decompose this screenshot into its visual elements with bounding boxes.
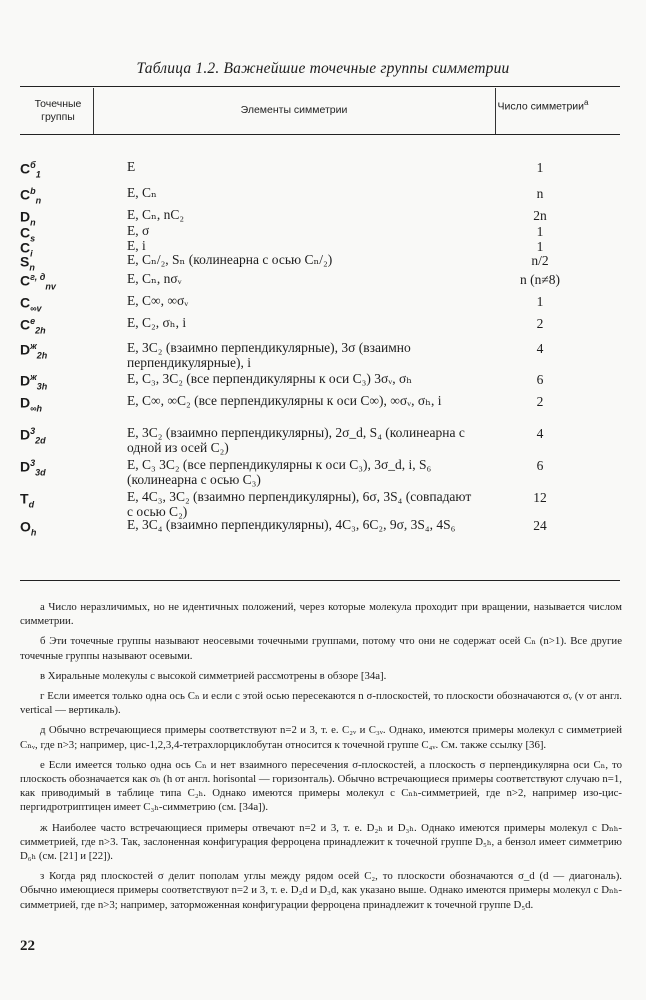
point-group-subscript: 3d — [35, 467, 46, 478]
table-header-rule — [20, 134, 620, 135]
header-symmetry-number-label: Число симметрии — [497, 100, 585, 113]
point-group-subscript: 1 — [35, 169, 41, 180]
point-group-subscript: s — [30, 233, 36, 244]
symmetry-number: 1 — [536, 239, 544, 254]
symmetry-elements: E, Cₙ/₂, Sₙ (колинеарна с осью Cₙ/₂) — [127, 252, 333, 267]
header-symmetry-elements: Элементы симметрии — [240, 104, 348, 116]
symmetry-elements: E, i — [127, 238, 146, 253]
point-group-subscript: 2h — [35, 325, 46, 336]
point-group-symbol: D — [20, 426, 31, 443]
symmetry-number: 6 — [536, 458, 544, 473]
point-group — [20, 341, 47, 360]
point-group — [20, 394, 42, 413]
table-caption: Таблица 1.2. Важнейшие точечные группы симметрии — [136, 60, 510, 77]
footnote: а Число неразличимых, но не идентичных положений, через которые молекула проходит при вращении, называется числом симметрии. — [20, 601, 622, 628]
point-group-symbol: C — [20, 316, 31, 333]
header-divider-1 — [93, 88, 94, 134]
symmetry-number: 2 — [536, 394, 544, 409]
point-group-symbol: C — [20, 239, 31, 256]
point-group-subscript: n — [35, 195, 42, 206]
header-point-groups: Точечные группы — [34, 98, 82, 123]
footnote: г Если имеется только одна ось Cₙ и если с этой осью пересекаются n σ-плоскостей, то плоскости обозначаются σᵥ (v от англ. vertical — вертикаль). — [20, 690, 622, 717]
symmetry-elements: E, σ — [127, 223, 150, 238]
point-group-symbol: C — [20, 160, 31, 177]
symmetry-elements: E, Cₙ — [127, 185, 157, 200]
symmetry-elements: E, 3C₂ (взаимно перпендикулярные), 3σ (взаимно перпендикулярные), i — [127, 340, 411, 370]
point-group — [20, 518, 36, 537]
point-group-symbol: D — [20, 208, 31, 225]
symmetry-number: 24 — [533, 518, 547, 533]
symmetry-number: 1 — [536, 160, 544, 175]
point-group-symbol: T — [20, 490, 29, 507]
point-group-subscript: d — [28, 499, 35, 510]
point-group-symbol: C — [20, 294, 31, 311]
symmetry-number: 1 — [536, 294, 544, 309]
point-group-symbol: D — [20, 341, 31, 358]
symmetry-elements: E, Cₙ, nσᵥ — [127, 271, 182, 286]
symmetry-elements: E, 4C₃, 3C₂ (взаимно перпендикулярны), 6σ, 3S₄ (совпадают с осью C₂) — [127, 489, 472, 519]
point-group-superscript: б — [30, 160, 36, 170]
point-group-symbol: S — [20, 253, 30, 270]
point-group — [20, 316, 46, 335]
footnote: ж Наиболее часто встречающиеся примеры отвечают n=2 и 3, т. е. D₂ₕ и D₃ₕ. Однако имеются примеры молекул с Dₙₕ-симметрией, где n>3. Так, заслоненная конфигурация ферроцена принадлежит к точечной группе D₅ₕ, а бензол имеет симметрию D₆ₕ (см. [21] и [22]). — [20, 821, 622, 863]
point-group-symbol: C — [20, 224, 31, 241]
point-group-symbol: O — [20, 518, 31, 535]
symmetry-elements: E, C₂, σₕ, i — [127, 315, 187, 330]
symmetry-elements: E, Cₙ, nC₂ — [127, 207, 185, 222]
footnote: б Эти точечные группы называют неосевыми точечными группами, потому что они не содержат осей Cₙ (n>1). Все другие точечные группы называют осевыми. — [20, 635, 622, 662]
header-symmetry-number — [497, 96, 589, 114]
footnote: з Когда ряд плоскостей σ делит пополам углы между рядом осей C₂, то плоскости обозначаются σ_d (d — диагональ). Обычно имеющиеся примеры соответствуют n=2 и 3, т. е. D₂d и D₃d, как указано выше. Однако имеются примеры молекул с Dₙₕ-симметрией, где n>3; например, заторможенная конфигурации ферроцена принадлежит к точечной группе D₅d. — [20, 870, 622, 911]
header-divider-2 — [495, 88, 496, 134]
point-group — [20, 272, 56, 291]
symmetry-elements: E, C₃, 3C₂ (все перпендикулярны к оси C₃) 3σᵥ, σₕ — [127, 371, 413, 386]
point-group-subscript: 2d — [35, 435, 46, 446]
table-bottom-rule — [20, 580, 620, 581]
symmetry-number: 4 — [536, 426, 544, 441]
point-group-subscript: h — [30, 527, 37, 538]
footnote: в Хиральные молекулы с высокой симметрией рассмотрены в обзоре [34а]. — [40, 669, 387, 682]
symmetry-elements: E — [127, 159, 136, 174]
symmetry-number: 1 — [536, 224, 544, 239]
point-group-superscript: 3 — [30, 458, 36, 468]
footnote: е Если имеется только одна ось Cₙ и нет взаимного пересечения σ-плоскостей, а плоскость σ перпендикулярна оси Cₙ, то плоскость обозначается как σₕ (h от англ. horisontal — горизонталь). Обычно встречающиеся примеры соответствуют случаю n=1, как приводимый в таблице типа C₂ₕ. Однако имеются примеры молекул с Cₙₕ-симметрией, где n>2, например изо-цис-пергидротриптицен имеет C₃ₕ-симметрию (см. [34а]). — [20, 758, 622, 814]
point-group-subscript: n — [30, 217, 36, 228]
point-group-subscript: nv — [45, 281, 56, 292]
point-group-symbol: C — [20, 186, 31, 203]
symmetry-number: 2n — [533, 208, 547, 223]
symmetry-elements: E, 3C₄ (взаимно перпендикулярны), 4C₃, 6C₂, 9σ, 3S₄, 4S₆ — [127, 517, 456, 532]
symmetry-number: n/2 — [531, 253, 549, 268]
point-group-subscript: 3h — [36, 381, 48, 392]
point-group — [20, 426, 46, 445]
symmetry-number: n (n≠8) — [519, 272, 561, 287]
point-group-subscript: ∞v — [30, 303, 42, 314]
point-group — [20, 490, 34, 509]
symmetry-number: n — [536, 186, 544, 201]
point-group-superscript: 3 — [30, 426, 36, 436]
point-group-subscript: i — [30, 248, 33, 259]
point-group-superscript: b — [30, 186, 36, 196]
header-footnote-mark: а — [584, 98, 589, 107]
point-group-superscript: г, д — [30, 272, 46, 282]
point-group-symbol: D — [20, 394, 31, 411]
point-group-subscript: ∞h — [30, 403, 43, 414]
point-group-superscript: ж — [30, 372, 37, 382]
point-group-superscript: ж — [30, 341, 37, 351]
symmetry-number: 6 — [536, 372, 544, 387]
point-group — [20, 186, 41, 205]
footnotes — [20, 600, 622, 918]
point-group-subscript: 2h — [36, 350, 48, 361]
symmetry-number: 4 — [536, 341, 544, 356]
symmetry-elements: E, C∞, ∞C₂ (все перпендикулярны к оси C∞), ∞σᵥ, σₕ, i — [127, 393, 442, 408]
point-group — [20, 372, 47, 391]
symmetry-elements: E, C∞, ∞σᵥ — [127, 293, 189, 308]
point-group — [20, 253, 35, 272]
symmetry-number: 12 — [533, 490, 547, 505]
point-group-subscript: n — [29, 262, 35, 273]
symmetry-elements: E, 3C₂ (взаимно перпендикулярны), 2σ_d, S₄ (колинеарна с одной из осей C₂) — [127, 425, 465, 455]
point-group-symbol: C — [20, 272, 31, 289]
point-group-superscript: e — [30, 316, 36, 326]
point-group-symbol: D — [20, 458, 31, 475]
point-group — [20, 294, 42, 313]
symmetry-number: 2 — [536, 316, 544, 331]
point-group-symbol: D — [20, 372, 31, 389]
page-number: 22 — [20, 938, 35, 954]
footnote: д Обычно встречающиеся примеры соответствуют n=2 и 3, т. е. C₂ᵥ и C₃ᵥ. Однако, имеются примеры молекул с симметрией Cₙᵥ, где n>3; например, цис-1,2,3,4-тетрахлорциклобутан относится к точечной группе C₄ᵥ. См. также ссылку [36]. — [20, 724, 622, 751]
symmetry-elements: E, C₃ 3C₂ (все перпендикулярны к оси C₃), 3σ_d, i, S₆ (колинеарна с осью C₃) — [127, 457, 432, 487]
table-top-rule — [20, 86, 620, 87]
point-group — [20, 160, 41, 179]
point-group — [20, 458, 46, 477]
